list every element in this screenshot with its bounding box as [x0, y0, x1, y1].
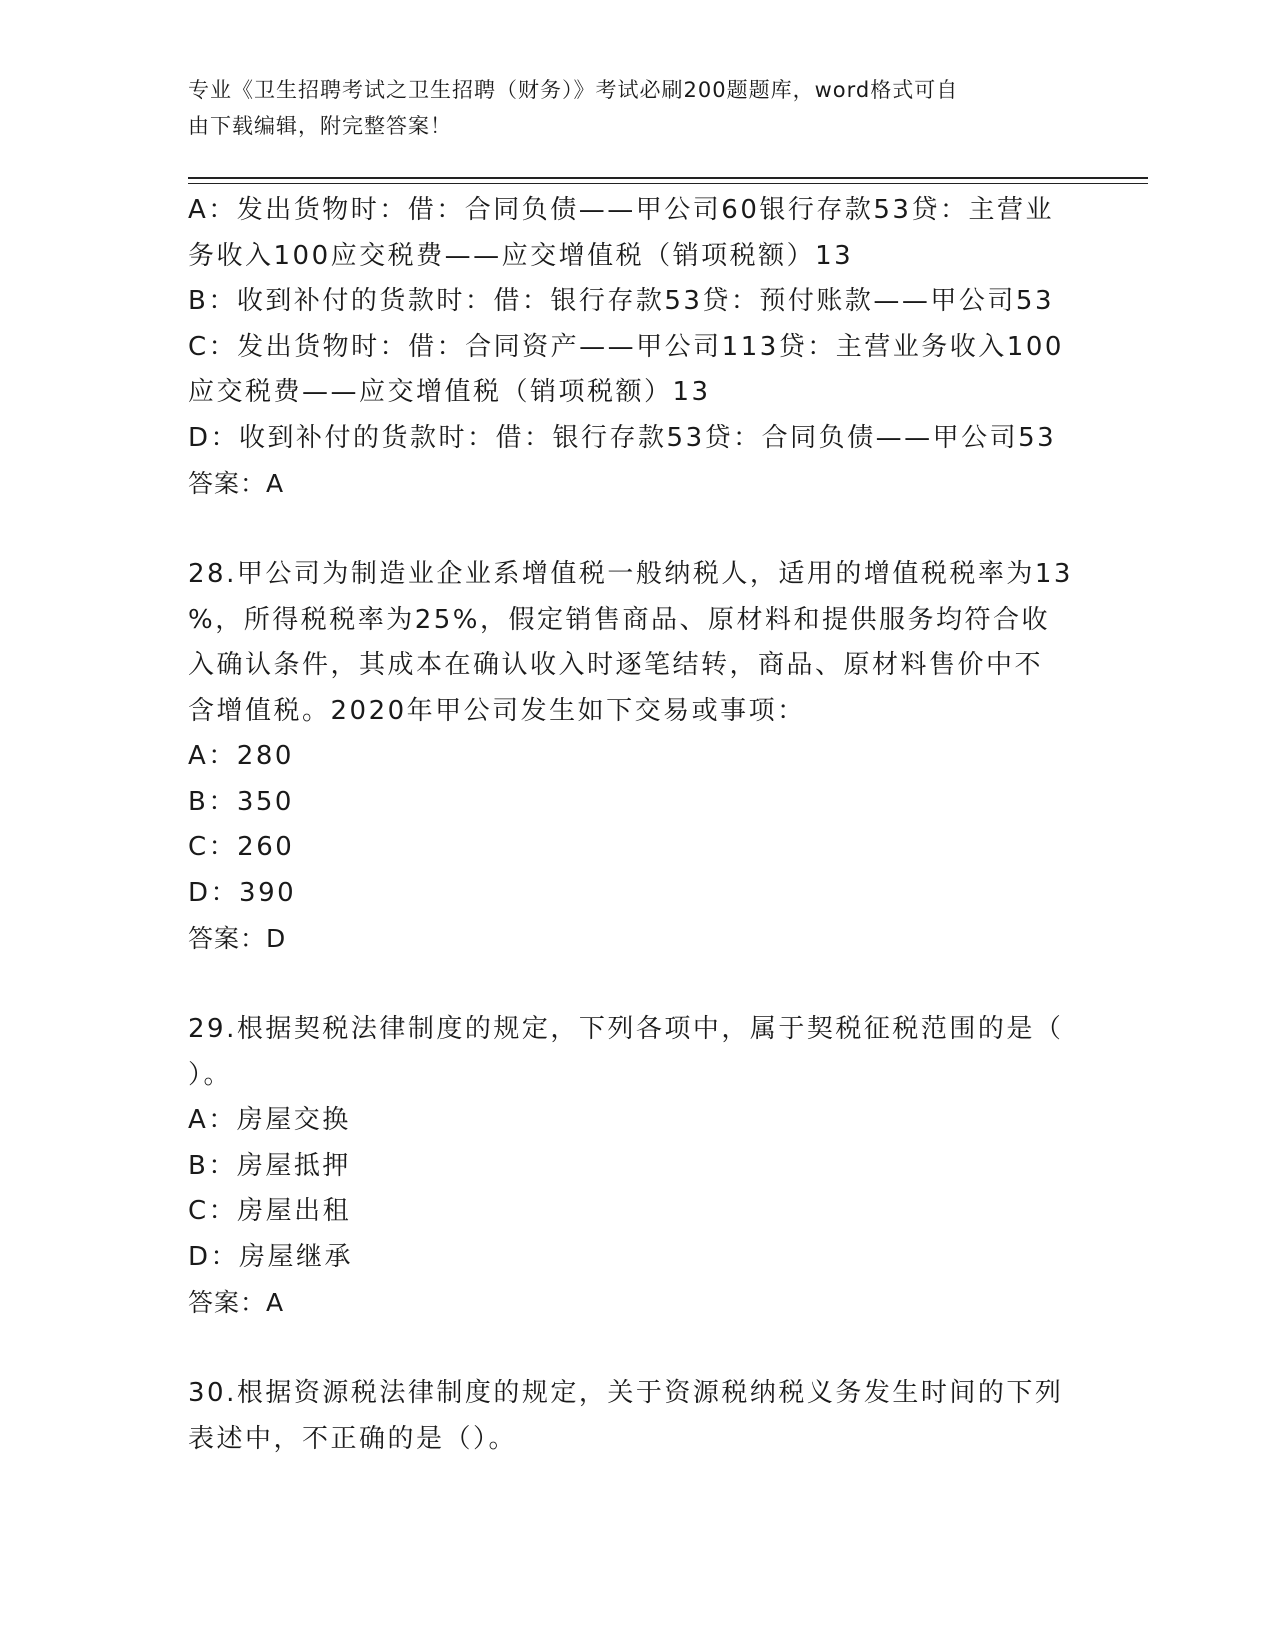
- question-stem: 29.根据契税法律制度的规定，下列各项中，属于契税征税范围的是（: [188, 1014, 1064, 1044]
- option-b: B：收到补付的货款时：借：银行存款53贷：预付账款——甲公司53: [188, 286, 1055, 316]
- header-divider-thick: [188, 177, 1148, 179]
- document-body: [188, 188, 1088, 1462]
- option-c: C：房屋出租: [188, 1196, 352, 1226]
- question-30-block: [188, 1371, 1088, 1462]
- header-divider-thin: [188, 183, 1148, 184]
- question-28-block: [188, 552, 1088, 962]
- spacer: [188, 507, 1088, 553]
- option-b: B：350: [188, 786, 294, 817]
- question-27-block: [188, 188, 1088, 507]
- answer: 答案：D: [188, 924, 287, 953]
- spacer: [188, 1326, 1088, 1372]
- question-stem: %，所得税税率为25%，假定销售商品、原材料和提供服务均符合收: [188, 604, 1050, 635]
- option-b: B：房屋抵押: [188, 1150, 351, 1181]
- option-c: C：发出货物时：借：合同资产——甲公司113贷：主营业务收入100: [188, 331, 1064, 362]
- spacer: [188, 962, 1088, 1008]
- option-d: D：390: [188, 877, 297, 908]
- header-line: 由下载编辑，附完整答案！: [188, 114, 452, 138]
- question-29-block: [188, 1007, 1088, 1326]
- option-a: A：发出货物时：借：合同负债——甲公司60银行存款53贷：主营业: [188, 195, 1054, 225]
- question-stem: 表述中，不正确的是（）。: [188, 1423, 518, 1454]
- question-stem: 含增值税。2020年甲公司发生如下交易或事项：: [188, 695, 806, 726]
- header-line: 专业《卫生招聘考试之卫生招聘（财务）》考试必刷200题题库，word格式可自: [188, 78, 959, 102]
- question-stem: ）。: [188, 1059, 233, 1090]
- option-c: C：260: [188, 832, 295, 862]
- question-stem: 入确认条件，其成本在确认收入时逐笔结转，商品、原材料售价中不: [188, 650, 1044, 680]
- option-d: D：收到补付的货款时：借：银行存款53贷：合同负债——甲公司53: [188, 422, 1057, 453]
- answer: 答案：A: [188, 1288, 285, 1317]
- answer: 答案：A: [188, 469, 285, 498]
- option-d: D：房屋继承: [188, 1241, 354, 1272]
- question-stem: 28.甲公司为制造业企业系增值税一般纳税人，适用的增值税税率为13: [188, 559, 1073, 589]
- option-c-continued: 应交税费——应交增值税（销项税额）13: [188, 377, 711, 407]
- option-a: A：房屋交换: [188, 1105, 351, 1135]
- option-a-continued: 务收入100应交税费——应交增值税（销项税额）13: [188, 240, 854, 271]
- question-stem: 30.根据资源税法律制度的规定，关于资源税纳税义务发生时间的下列: [188, 1378, 1064, 1408]
- document-header: [188, 72, 1068, 144]
- option-a: A：280: [188, 741, 294, 771]
